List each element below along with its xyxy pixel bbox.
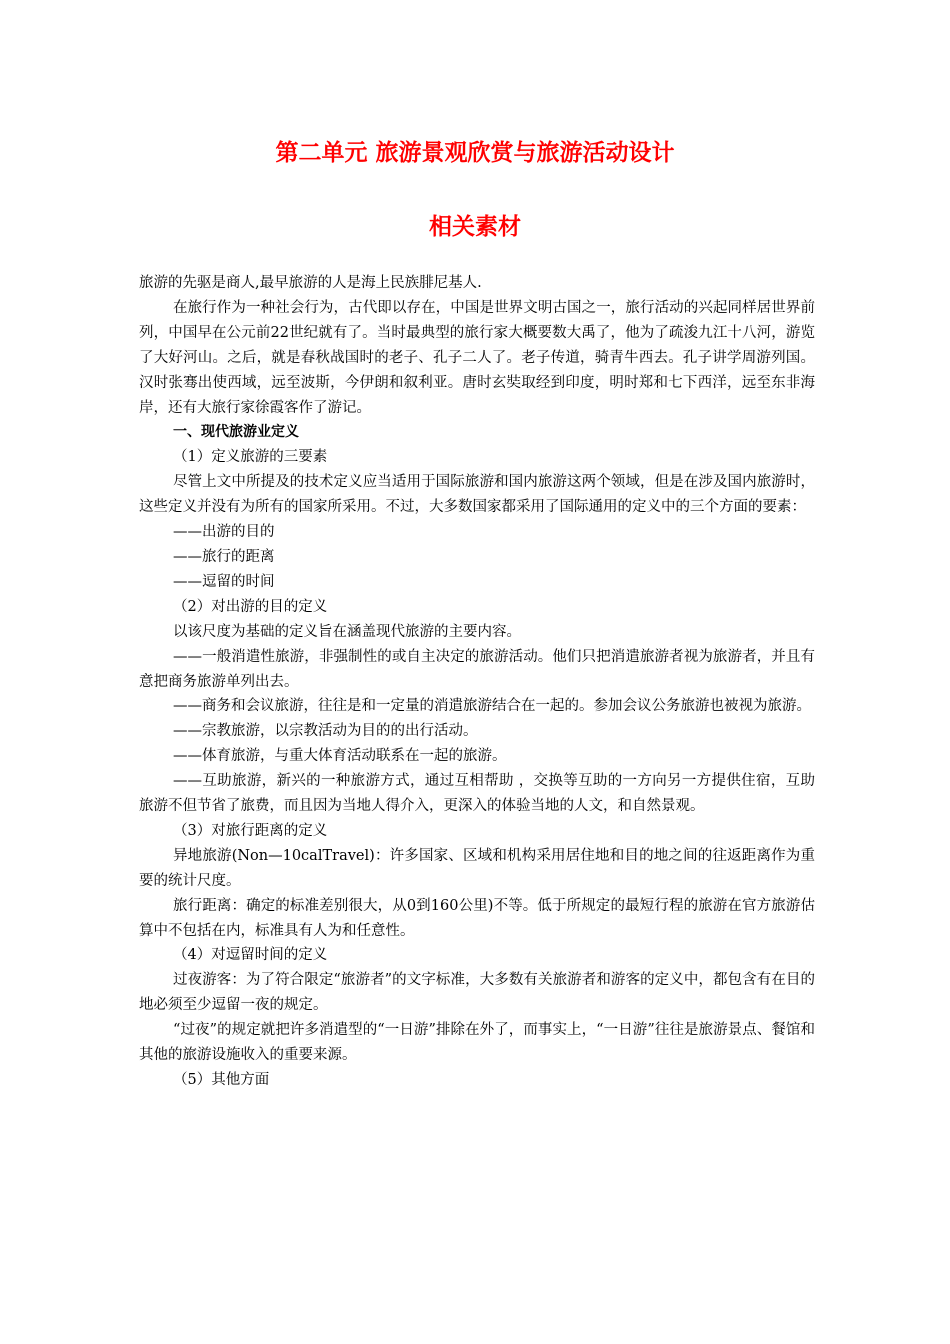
paragraph: 旅行距离：确定的标准差别很大，从0到160公里)不等。低于所规定的最短行程的旅游在官方旅游估算中不包括在内，标准具有人为和任意性。 [139,897,815,939]
list-item: ——商务和会议旅游，往往是和一定量的消遣旅游结合在一起的。参加会议公务旅游也被视为旅游。 [173,698,811,715]
section-heading: 一、现代旅游业定义 [173,424,299,441]
list-item: ——旅行的距离 [173,548,275,565]
document-subtitle: 相关素材 [429,214,521,240]
subsection-heading: （2）对出游的目的定义 [173,598,328,615]
subsection-heading: （5）其他方面 [173,1072,270,1088]
subsection-heading: （1）定义旅游的三要素 [173,449,328,466]
list-item: ——互助旅游，新兴的一种旅游方式，通过互相帮助 ，交换等互助的一方向另一方提供住宿，互助旅游不但节省了旅费，而且因为当地人得介入，更深入的体验当地的人文，和自然景观。 [139,773,815,815]
paragraph: 过夜游客：为了符合限定“旅游者”的文字标准，大多数有关旅游者和游客的定义中，都包含有在目的地必须至少逗留一夜的规定。 [139,972,815,1014]
paragraph: “过夜”的规定就把许多消遣型的“一日游”排除在外了，而事实上，“一日游”往往是旅游景点、餐馆和其他的旅游设施收入的重要来源。 [139,1022,815,1064]
list-item: ——逗留的时间 [173,573,275,590]
list-item: ——体育旅游，与重大体育活动联系在一起的旅游。 [173,748,507,765]
list-item: ——出游的目的 [173,524,275,541]
subsection-heading: （3）对旅行距离的定义 [173,822,328,839]
subsection-heading: （4）对逗留时间的定义 [173,947,328,964]
paragraph: 以该尺度为基础的定义旨在涵盖现代旅游的主要内容。 [173,623,521,640]
list-item: ——宗教旅游，以宗教活动为目的的出行活动。 [173,723,478,740]
document-title: 第二单元 旅游景观欣赏与旅游活动设计 [275,140,675,166]
document-body [139,271,815,1093]
paragraph: 尽管上文中所提及的技术定义应当适用于国际旅游和国内旅游这两个领域，但是在涉及国内旅游时，这些定义并没有为所有的国家所采用。不过，大多数国家都采用了国际通用的定义中的三个方面的要素： [139,474,815,516]
paragraph: 异地旅游(Non—10calTravel)：许多国家、区域和机构采用居住地和目的地之间的往返距离作为重要的统计尺度。 [139,847,815,889]
history-paragraph: 在旅行作为一种社会行为，古代即以存在，中国是世界文明古国之一，旅行活动的兴起同样居世界前列，中国早在公元前22世纪就有了。当时最典型的旅行家大概要数大禹了，他为了疏浚九江十八河，游览了大好河山。之后，就是春秋战国时的老子、孔子二人了。老子传道，骑青牛西去。孔子讲学周游列国。汉时张骞出使西域，远至波斯，今伊朗和叙利亚。唐时玄奘取经到印度，明时郑和七下西洋，远至东非海岸，还有大旅行家徐霞客作了游记。 [139,299,815,416]
list-item: ——一般消遣性旅游，非强制性的或自主决定的旅游活动。他们只把消遣旅游者视为旅游者，并且有意把商务旅游单列出去。 [139,648,815,690]
intro-paragraph: 旅游的先驱是商人,最早旅游的人是海上民族腓尼基人. [139,275,482,291]
